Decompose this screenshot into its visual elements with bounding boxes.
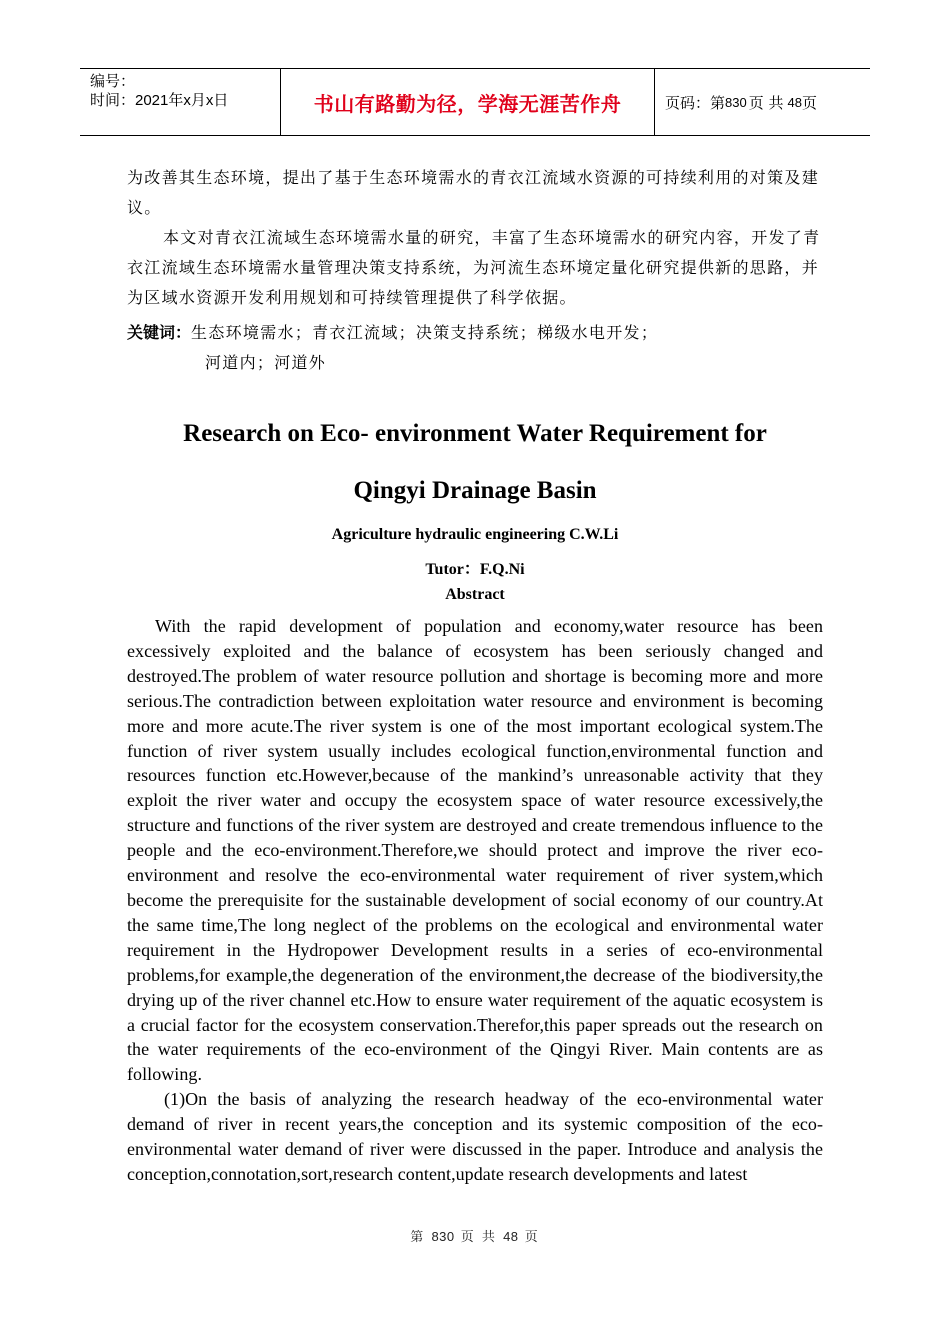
header-page-info <box>655 69 870 135</box>
serial-label: 编号： <box>90 73 136 90</box>
date-label: 时间：2021年x月x日 <box>90 92 229 109</box>
footer-suffix: 页 <box>524 1230 540 1245</box>
page-prefix: 页码：第 <box>665 93 726 112</box>
page-current: 830 <box>725 94 747 110</box>
chinese-paragraph-2: 本文对青衣江流域生态环境需水量的研究，丰富了生态环境需水的研究内容，开发了青衣江流域生态环境需水量管理决策支持系统，为河流生态环境定量化研究提供新的思路，并为区域水资源开发利用规划和可持续管理提供了科学依据。 <box>127 228 821 307</box>
keywords-text-1: 生态环境需水；青衣江流域；决策支持系统；梯级水电开发； <box>191 323 659 342</box>
tutor-line: Tutor：F.Q.Ni <box>425 561 525 578</box>
keywords-text-2: 河道内；河道外 <box>205 353 327 372</box>
footer-page-total: 48 <box>503 1229 519 1244</box>
english-title-line-1: Research on Eco- environment Water Requirement for <box>183 420 767 447</box>
chinese-body <box>127 163 827 313</box>
author-line: Agriculture hydraulic engineering C.W.Li <box>331 526 619 543</box>
page-total: 48 <box>787 94 802 110</box>
abstract-paragraph-1: With the rapid development of population and economy,water resource has been excessively exploited and the balance of ecosystem has been seriously changed and destroyed.The problem of water resource pollution and shortage is becoming more and more serious.The contradiction between exploitation water resource and environment is becoming more and more acute.The river system is one of the most important ecological system.The function of river system usually includes ecological function,environmental function and resources function etc.However,because of the mankind’s unreasonable activity that they exploit the river water and occupy the ecosystem space of water resource excessively,the structure and functions of the river system are destroyed and create tremendous influence to the people and the eco-environment.Therefore,we should protect and improve the river eco-environment and resolve the eco-environmental water requirement of river system,which become the prerequisite for the sustainable development of social economy of our country.At the same time,The long neglect of the problems on the ecological and environmental water requirement in the Hydropower Development results in a series of eco-environmental problems,for example,the degeneration of the environment,the decrease of the biodiversity,the drying up of the river channel etc.How to ensure water requirement of the aquatic ecosystem is a crucial factor for the ecosystem conservation.Therefor,this paper spreads out the research on the water requirements of the eco-environment of the Qingyi River. Main contents are as following. <box>127 616 823 1085</box>
header-motto: 书山有路勤为径，学海无涯苦作舟 <box>281 69 655 135</box>
header-info-cell <box>80 69 281 135</box>
keywords-line-1 <box>127 318 658 348</box>
abstract-heading: Abstract <box>445 586 505 603</box>
english-abstract <box>127 614 823 1187</box>
page-suffix: 页 <box>801 93 817 112</box>
keywords-label: 关键词： <box>127 323 192 342</box>
chinese-paragraph-1: 为改善其生态环境，提出了基于生态环境需水的青衣江流域水资源的可持续利用的对策及建议。 <box>127 168 820 217</box>
footer-mid: 页 共 <box>460 1230 497 1245</box>
footer-prefix: 第 <box>410 1230 426 1245</box>
page-footer <box>0 1226 950 1245</box>
page-mid: 页 共 <box>748 93 784 112</box>
page-header <box>80 68 870 136</box>
english-title-line-2: Qingyi Drainage Basin <box>353 477 597 504</box>
footer-page-current: 830 <box>431 1229 455 1244</box>
abstract-paragraph-2: (1)On the basis of analyzing the research headway of the eco-environmental water demand of river in recent years,the conception and its systemic composition of the eco-environmental water demand of river were discussed in the paper. Introduce and analysis the conception,connotation,sort,research content,update research developments and latest <box>127 1089 823 1184</box>
